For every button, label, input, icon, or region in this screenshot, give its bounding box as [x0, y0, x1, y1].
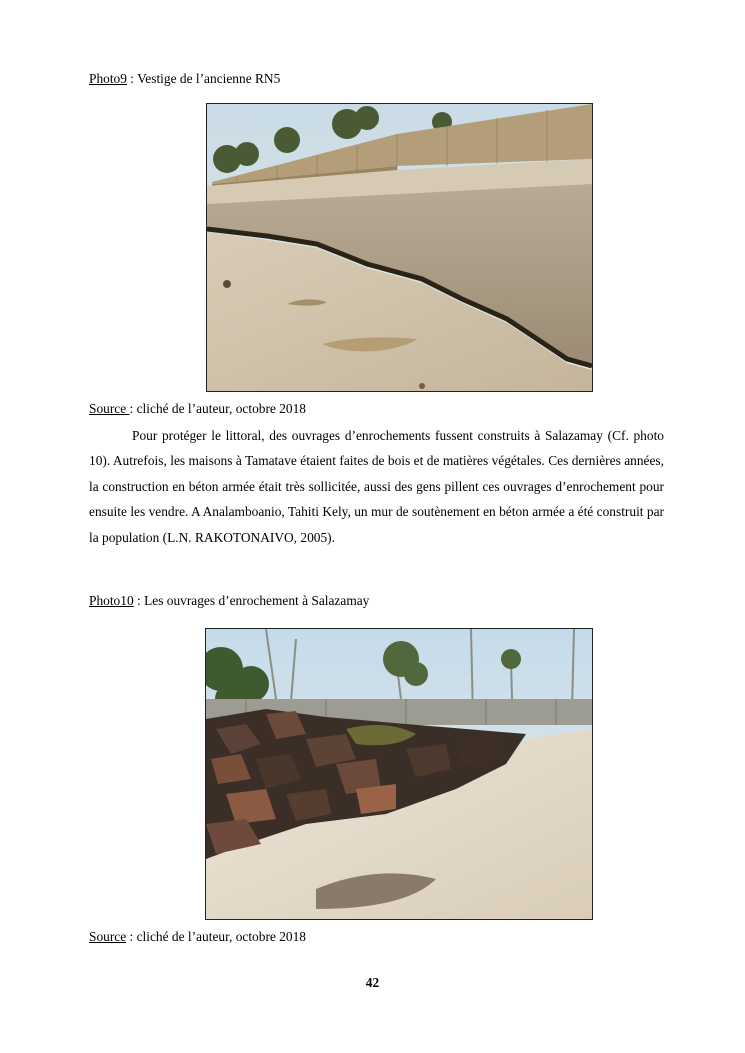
photo10-source: [89, 929, 306, 945]
photo9-label: Photo9: [89, 71, 127, 86]
photo9-source: [89, 401, 306, 417]
body-paragraph-text: Pour protéger le littoral, des ouvrages d’enrochements fussent construits à Salazamay (Cf. photo 10). Autrefois, les maisons à Tamatave étaient faites de bois et de matières végétales. Ces dernières années, la construction en béton armée était très sollicitée, aussi des gens pillent ces ouvrages d’enrochement pour ensuite les vendre. A Analamboanio, Tahiti Kely, un mur de soutènement en béton armée a été construit par la population (L.N. RAKOTONAIVO, 2005).: [89, 428, 664, 545]
photo9-image: [206, 103, 593, 392]
photo10-source-label: Source: [89, 929, 127, 944]
photo10-label: Photo10: [89, 593, 134, 608]
photo10-caption: [89, 593, 369, 609]
photo9-caption: [89, 71, 280, 87]
photo9-source-label: Source: [89, 401, 130, 416]
photo9-source-text: : cliché de l’auteur, octobre 2018: [129, 401, 306, 416]
body-paragraph: [89, 423, 664, 550]
page-number: 42: [365, 975, 380, 990]
photo10-source-text: : cliché de l’auteur, octobre 2018: [126, 929, 306, 944]
photo10-image: [205, 628, 593, 920]
photo9-caption-text: : Vestige de l’ancienne RN5: [126, 71, 281, 86]
photo10-caption-text: : Les ouvrages d’enrochement à Salazamay: [133, 593, 370, 608]
